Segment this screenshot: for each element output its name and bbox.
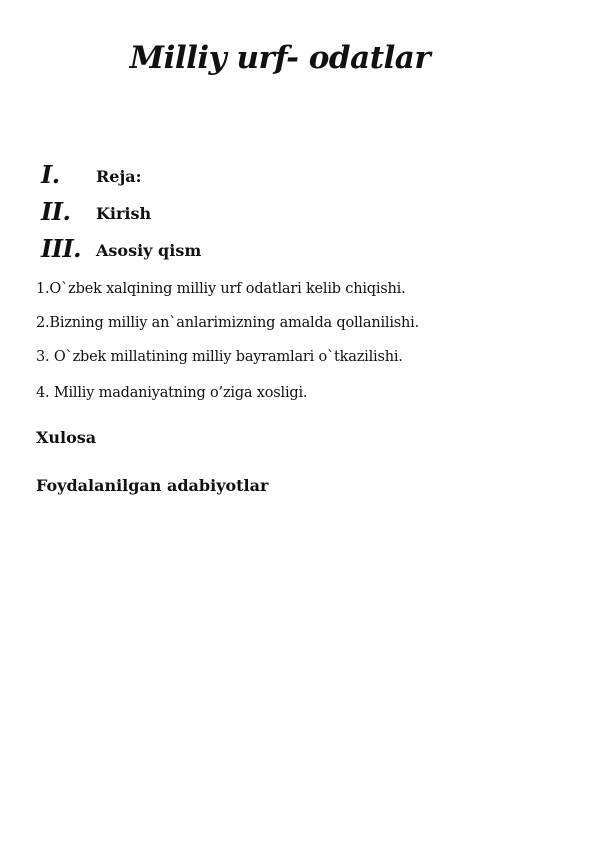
references-heading: Foydalanilgan adabiyotlar xyxy=(36,476,269,495)
outline-numeral: I. xyxy=(41,159,60,189)
sub-item: 4. Milliy madaniyatning o’ziga xosligi. xyxy=(36,385,308,401)
sub-item: 3. O`zbek millatining milliy bayramlari o`tkazilishi. xyxy=(36,349,403,365)
outline-item-plan xyxy=(41,158,142,190)
outline-item-introduction xyxy=(41,195,151,227)
outline-label: Kirish xyxy=(96,203,152,223)
outline-numeral: II. xyxy=(41,196,71,226)
document-title: Milliy urf- odatlar xyxy=(129,40,431,76)
sub-item: 1.O`zbek xalqining milliy urf odatlari kelib chiqishi. xyxy=(36,281,406,297)
outline-item-main-part xyxy=(41,232,201,264)
conclusion-heading: Xulosa xyxy=(36,428,97,447)
outline-label: Reja: xyxy=(96,166,142,186)
outline-label: Asosiy qism xyxy=(96,240,202,260)
sub-item: 2.Bizning milliy an`anlarimizning amalda qollanilishi. xyxy=(36,315,419,331)
outline-numeral: III. xyxy=(41,233,82,263)
